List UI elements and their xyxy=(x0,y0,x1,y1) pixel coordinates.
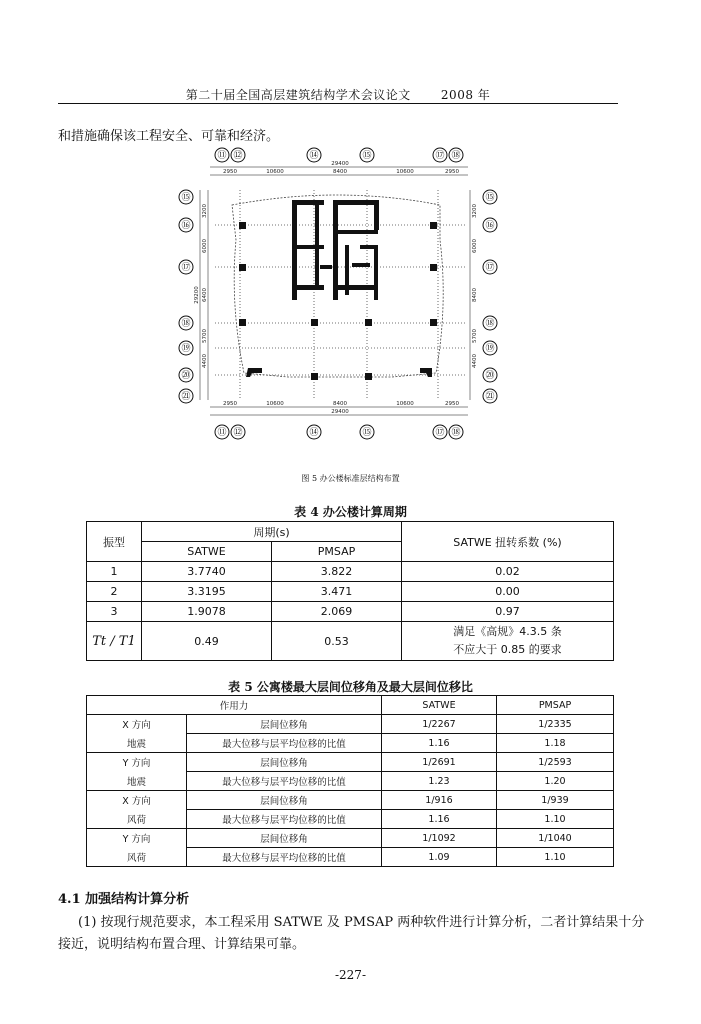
axis-label: ⑱ xyxy=(451,428,461,438)
cell-pmsap: 1/2335 xyxy=(497,715,614,734)
cell-satwe: 1/2691 xyxy=(382,753,497,772)
cell-group: 地震 xyxy=(87,772,187,791)
table-row xyxy=(87,791,614,810)
dim-label: 4400 xyxy=(472,354,478,368)
axis-label: ⑮ xyxy=(362,151,372,161)
dim-label: 6000 xyxy=(202,239,208,253)
axis-label: ⑲ xyxy=(181,344,191,354)
table-row xyxy=(87,562,614,582)
axis-label: ⑯ xyxy=(485,221,495,231)
cell-mode: 1 xyxy=(87,562,142,582)
table-row xyxy=(87,753,614,772)
cell-satwe: 1.23 xyxy=(382,772,497,791)
dim-label: 10600 xyxy=(396,169,414,175)
axis-label: ⑮ xyxy=(362,428,372,438)
axis-label: ⑱ xyxy=(485,319,495,329)
table5-header-pmsap: PMSAP xyxy=(497,696,614,715)
cell-label: 层间位移角 xyxy=(187,829,382,848)
table4 xyxy=(86,521,614,661)
cell-pmsap: 1.20 xyxy=(497,772,614,791)
header-year: 2008 年 xyxy=(440,88,491,102)
cell-group: 风荷 xyxy=(87,848,187,867)
table4-header-mode: 振型 xyxy=(87,522,142,562)
table4-header-period: 周期(s) xyxy=(142,522,402,542)
cell-satwe: 1.16 xyxy=(382,734,497,753)
table-row xyxy=(87,602,614,622)
cell-group: 风荷 xyxy=(87,810,187,829)
dim-label: 6000 xyxy=(472,239,478,253)
cell-pmsap: 0.53 xyxy=(272,622,402,661)
top-axis-labels xyxy=(215,148,463,162)
header-title: 第二十届全国高层建筑结构学术会议论文 xyxy=(185,88,411,102)
cell-pmsap: 1/2593 xyxy=(497,753,614,772)
running-header xyxy=(58,86,618,103)
dim-label: 2950 xyxy=(223,169,237,175)
table-row xyxy=(87,848,614,867)
cell-group: X 方向 xyxy=(87,715,187,734)
table-row xyxy=(87,715,614,734)
cell-satwe: 3.3195 xyxy=(142,582,272,602)
top-dimensions xyxy=(210,161,468,175)
cell-label: 最大位移与层平均位移的比值 xyxy=(187,848,382,867)
cell-group: X 方向 xyxy=(87,791,187,810)
right-dimensions xyxy=(470,190,478,400)
cell-satwe: 1.09 xyxy=(382,848,497,867)
dim-label: 2950 xyxy=(445,169,459,175)
cell-label: 层间位移角 xyxy=(187,715,382,734)
axis-label: ㉑ xyxy=(485,392,495,402)
table4-header-pmsap: PMSAP xyxy=(272,542,402,562)
axis-label: ⑪ xyxy=(217,151,227,161)
cell-mode: 3 xyxy=(87,602,142,622)
cell-pmsap: 1.10 xyxy=(497,848,614,867)
cell-label: 最大位移与层平均位移的比值 xyxy=(187,772,382,791)
bottom-axis-labels xyxy=(215,425,463,439)
axis-label: ⑳ xyxy=(485,371,495,381)
cell-satwe: 3.7740 xyxy=(142,562,272,582)
cell-ratio-label: Tt / T1 xyxy=(87,622,142,661)
right-axis-labels xyxy=(483,190,497,403)
axis-label: ⑰ xyxy=(485,263,495,273)
axis-label: ⑱ xyxy=(181,319,191,329)
axis-label: ⑭ xyxy=(309,151,319,161)
axis-label: ⑫ xyxy=(233,428,243,438)
header-rule xyxy=(58,103,618,104)
cell-label: 层间位移角 xyxy=(187,753,382,772)
cell-satwe: 1.9078 xyxy=(142,602,272,622)
bottom-dimensions xyxy=(210,401,468,415)
cell-factor: 0.97 xyxy=(402,602,614,622)
dim-label: 5700 xyxy=(202,329,208,343)
cell-factor: 0.02 xyxy=(402,562,614,582)
dim-label: 3200 xyxy=(202,204,208,218)
table5-header-action: 作用力 xyxy=(87,696,382,715)
dim-label: 8400 xyxy=(333,169,347,175)
table4-header-factor: SATWE 扭转系数 (%) xyxy=(402,522,614,562)
axis-label: ⑭ xyxy=(309,428,319,438)
axis-label: ⑱ xyxy=(451,151,461,161)
table-row xyxy=(87,582,614,602)
cell-group: Y 方向 xyxy=(87,829,187,848)
cell-satwe: 1/1092 xyxy=(382,829,497,848)
cell-label: 最大位移与层平均位移的比值 xyxy=(187,734,382,753)
cell-satwe: 0.49 xyxy=(142,622,272,661)
cell-pmsap: 1.10 xyxy=(497,810,614,829)
dim-label: 29400 xyxy=(331,409,349,415)
cell-group: 地震 xyxy=(87,734,187,753)
cell-label: 层间位移角 xyxy=(187,791,382,810)
cell-satwe: 1.16 xyxy=(382,810,497,829)
axis-label: ⑪ xyxy=(217,428,227,438)
table-row xyxy=(87,810,614,829)
cell-factor: 0.00 xyxy=(402,582,614,602)
cell-pmsap: 1/939 xyxy=(497,791,614,810)
dim-label: 10600 xyxy=(396,401,414,407)
cell-satwe: 1/2267 xyxy=(382,715,497,734)
note-line: 满足《高规》4.3.5 条 xyxy=(453,625,562,638)
axis-label: ㉑ xyxy=(181,392,191,402)
core-walls xyxy=(292,200,379,300)
dim-label: 2950 xyxy=(223,401,237,407)
note-line: 不应大于 0.85 的要求 xyxy=(453,643,562,656)
axis-label: ⑯ xyxy=(181,221,191,231)
dim-label: 8400 xyxy=(333,401,347,407)
axis-label: ⑰ xyxy=(435,428,445,438)
dim-label: 2950 xyxy=(445,401,459,407)
cell-pmsap: 3.471 xyxy=(272,582,402,602)
dim-label: 8400 xyxy=(472,288,478,302)
cell-pmsap: 1/1040 xyxy=(497,829,614,848)
table-row xyxy=(87,829,614,848)
table-row xyxy=(87,622,614,661)
cell-note xyxy=(402,622,614,661)
dim-label: 29200 xyxy=(194,286,200,304)
intro-line: 和措施确保该工程安全、可靠和经济。 xyxy=(58,129,280,144)
cell-mode: 2 xyxy=(87,582,142,602)
axis-label: ⑲ xyxy=(485,344,495,354)
section-heading: 4.1 加强结构计算分析 xyxy=(58,892,190,907)
axis-label: ⑳ xyxy=(181,371,191,381)
left-axis-labels xyxy=(179,190,193,403)
table5-title: 表 5 公寓楼最大层间位移角及最大层间位移比 xyxy=(228,680,473,694)
table5 xyxy=(86,695,614,867)
page-number: -227- xyxy=(334,968,366,982)
axis-label: ⑰ xyxy=(181,263,191,273)
section-line-2: 接近，说明结构布置合理、计算结果可靠。 xyxy=(58,937,306,952)
table-row xyxy=(87,734,614,753)
table5-header-satwe: SATWE xyxy=(382,696,497,715)
dim-label: 6400 xyxy=(202,288,208,302)
dim-label: 4400 xyxy=(202,354,208,368)
floor-plan-figure xyxy=(170,145,500,445)
dim-label: 10600 xyxy=(266,169,284,175)
cell-pmsap: 2.069 xyxy=(272,602,402,622)
section-line-1: (1) 按现行规范要求，本工程采用 SATWE 及 PMSAP 两种软件进行计算分析，二者计算结果十分 xyxy=(78,915,645,930)
axis-label: ⑮ xyxy=(485,193,495,203)
dim-label: 5700 xyxy=(472,329,478,343)
axis-label: ⑫ xyxy=(233,151,243,161)
left-dimensions xyxy=(194,190,208,400)
dim-label: 29400 xyxy=(331,161,349,167)
cell-pmsap: 1.18 xyxy=(497,734,614,753)
table4-title: 表 4 办公楼计算周期 xyxy=(294,505,407,519)
table-row xyxy=(87,772,614,791)
cell-group: Y 方向 xyxy=(87,753,187,772)
cell-pmsap: 3.822 xyxy=(272,562,402,582)
cell-label: 最大位移与层平均位移的比值 xyxy=(187,810,382,829)
table4-header-satwe: SATWE xyxy=(142,542,272,562)
figure-caption: 图 5 办公楼标准层结构布置 xyxy=(301,474,400,483)
axis-label: ⑮ xyxy=(181,193,191,203)
dim-label: 3200 xyxy=(472,204,478,218)
cell-satwe: 1/916 xyxy=(382,791,497,810)
axis-label: ⑰ xyxy=(435,151,445,161)
dim-label: 10600 xyxy=(266,401,284,407)
